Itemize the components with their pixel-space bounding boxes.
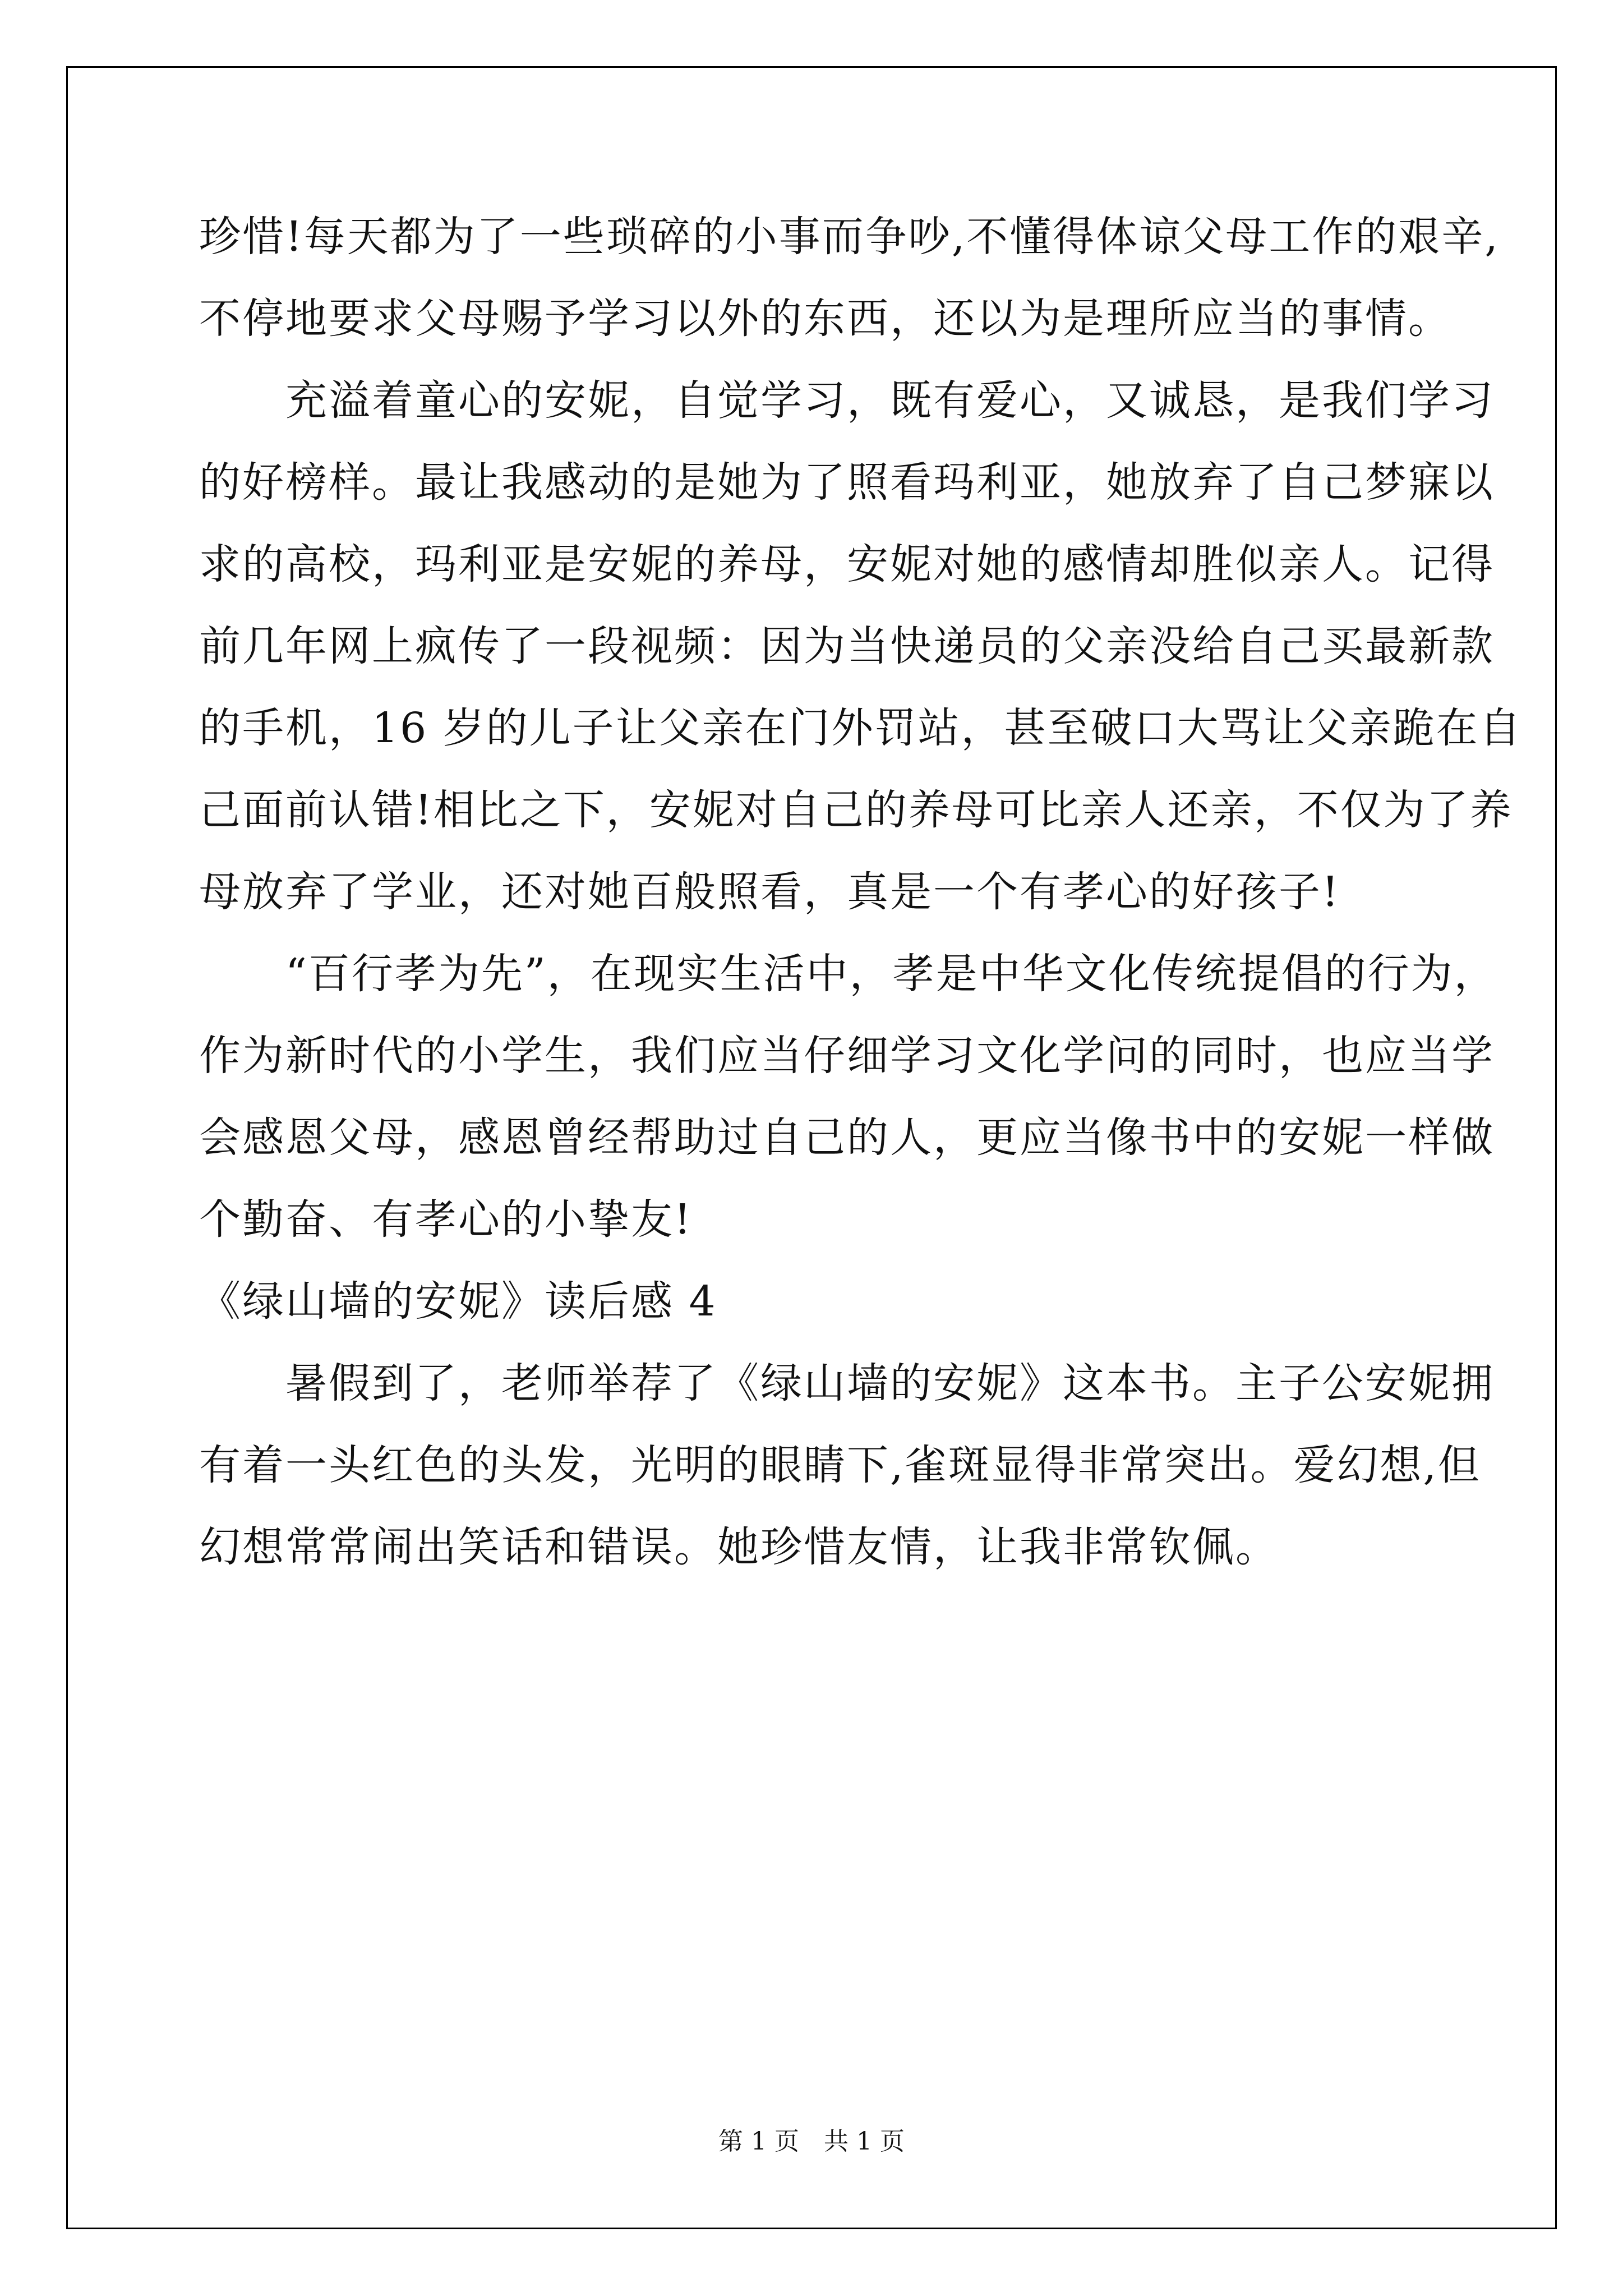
text-line: 会感恩父母，感恩曾经帮助过自己的人，更应当像书中的安妮一样做: [199, 1114, 1495, 1162]
text-line: 求的高校，玛利亚是安妮的养母，安妮对她的感情却胜似亲人。记得: [199, 540, 1495, 588]
text-line: 暑假到了，老师举荐了《绿山墙的安妮》这本书。主子公安妮拥: [199, 1359, 1495, 1407]
text-line: 作为新时代的小学生，我们应当仔细学习文化学问的同时，也应当学: [199, 1032, 1495, 1080]
text-line: 有着一头红色的头发，光明的眼睛下,雀斑显得非常突出。爱幻想,但: [199, 1441, 1482, 1489]
text-line: 充溢着童心的安妮，自觉学习，既有爱心，又诚恳，是我们学习: [199, 376, 1495, 425]
text-line: 不停地要求父母赐予学习以外的东西，还以为是理所应当的事情。: [199, 295, 1451, 343]
page-number: 第 1 页 共 1 页: [718, 2127, 905, 2156]
text-line: 母放弃了学业，还对她百般照看，真是一个有孝心的好孩子!: [199, 868, 1340, 916]
text-line: 的手机，16 岁的儿子让父亲在门外罚站，甚至破口大骂让父亲跪在自: [199, 704, 1523, 752]
text-line: “百行孝为先”，在现实生活中，孝是中华文化传统提倡的行为，: [199, 950, 1497, 998]
text-line: 己面前认错!相比之下，安妮对自己的养母可比亲人还亲，不仅为了养: [199, 786, 1513, 834]
text-line: 个勤奋、有孝心的小挚友!: [199, 1195, 693, 1244]
text-line: 珍惜!每天都为了一些琐碎的小事而争吵,不懂得体谅父母工作的艰辛,: [199, 213, 1500, 261]
text-line: 的好榜样。最让我感动的是她为了照看玛利亚，她放弃了自己梦寐以: [199, 458, 1495, 507]
text-line: 幻想常常闹出笑话和错误。她珍惜友情，让我非常钦佩。: [199, 1523, 1279, 1571]
section-heading: 《绿山墙的安妮》读后感 4: [199, 1277, 717, 1326]
text-line: 前几年网上疯传了一段视频：因为当快递员的父亲没给自己买最新款: [199, 622, 1495, 670]
